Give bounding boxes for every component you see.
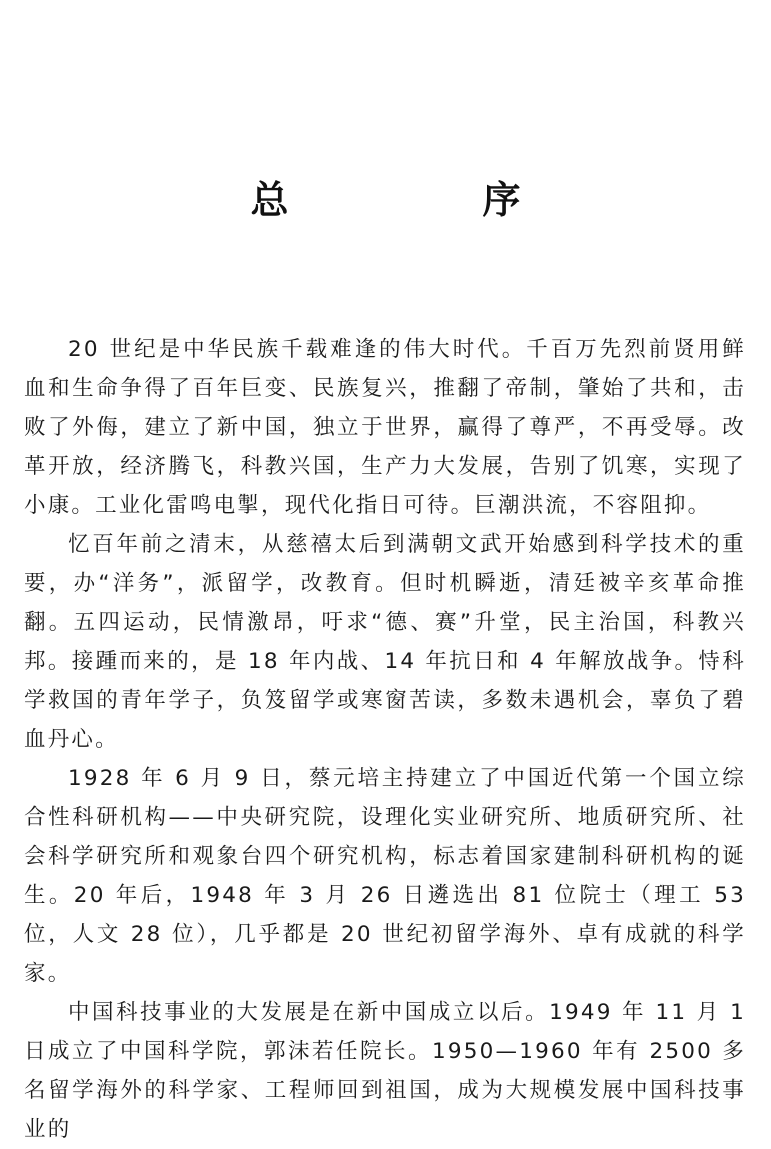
paragraph-1: 20 世纪是中华民族千载难逢的伟大时代。千百万先烈前贤用鲜血和生命争得了百年巨变、民族复兴，推翻了帝制，肇始了共和，击败了外侮，建立了新中国，独立于世界，赢得了尊严，不再受辱。改革开放，经济腾飞，科教兴国，生产力大发展，告别了饥寒，实现了小康。工业化雷鸣电掣，现代化指日可待。巨潮洪流，不容阻抑。 xyxy=(24,337,746,518)
paragraph-2: 忆百年前之清末，从慈禧太后到满朝文武开始感到科学技术的重要，办“洋务”，派留学，改教育。但时机瞬逝，清廷被辛亥革命推翻。五四运动，民情激昂，吁求“德、赛”升堂，民主治国，科教兴邦。接踵而来的，是 18 年内战、14 年抗日和 4 年解放战争。恃科学救国的青年学子，负笈留学或寒窗苦读，多数未遇机会，辜负了碧血丹心。 xyxy=(24,532,746,752)
paragraph-3: 1928 年 6 月 9 日，蔡元培主持建立了中国近代第一个国立综合性科研机构——中央研究院，设理化实业研究所、地质研究所、社会科学研究所和观象台四个研究机构，标志着国家建制科研机构的诞生。20 年后，1948 年 3 月 26 日遴选出 81 位院士（理工 53 位，人文 28 位），几乎都是 20 世纪初留学海外、卓有成就的科学家。 xyxy=(24,766,746,986)
paragraph-4: 中国科技事业的大发展是在新中国成立以后。1949 年 11 月 1 日成立了中国科学院，郭沫若任院长。1950—1960 年有 2500 多名留学海外的科学家、工程师回到祖国，成为大规模发展中国科技事业的 xyxy=(24,1000,746,1142)
page-title: 总 序 xyxy=(250,177,599,222)
body-text xyxy=(24,330,746,1149)
